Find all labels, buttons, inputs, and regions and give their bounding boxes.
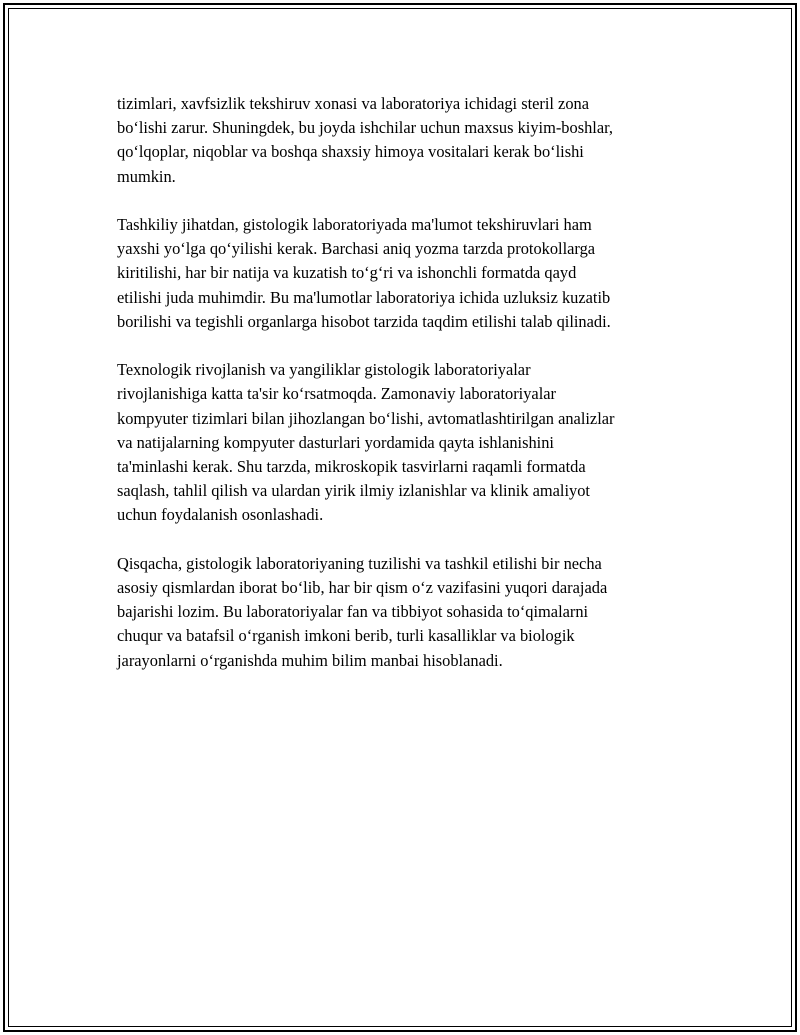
text-line: qo‘lqoplar, niqoblar va boshqa shaxsiy himoya vositalari kerak bo‘lishi (117, 142, 584, 162)
text-line: saqlash, tahlil qilish va ulardan yirik ilmiy izlanishlar va klinik amaliyot (117, 481, 590, 501)
text-line: ta'minlashi kerak. Shu tarzda, mikroskopik tasvirlarni raqamli formatda (117, 457, 586, 477)
document-body (117, 92, 689, 697)
text-line: uchun foydalanish osonlashadi. (117, 505, 324, 525)
text-line: rivojlanishiga katta ta'sir ko‘rsatmoqda. Zamonaviy laboratoriyalar (117, 384, 556, 404)
text-line: va natijalarning kompyuter dasturlari yordamida qayta ishlanishini (117, 432, 554, 452)
text-line: Tashkiliy jihatdan, gistologik laboratoriyada ma'lumot tekshiruvlari ham (117, 215, 592, 234)
text-line: bajarishi lozim. Bu laboratoriyalar fan va tibbiyot sohasida to‘qimalarni (117, 602, 589, 622)
text-line: tizimlari, xavfsizlik tekshiruv xonasi va laboratoriya ichidagi steril zona (117, 94, 589, 113)
text-line: kiritilishi, har bir natija va kuzatish to‘g‘ri va ishonchli formatda qayd (117, 263, 577, 283)
text-line: borilishi va tegishli organlarga hisobot tarzida taqdim etilishi talab qilinadi. (117, 311, 611, 331)
paragraph-1 (117, 92, 689, 189)
paragraph-3 (117, 358, 689, 527)
text-line: etilishi juda muhimdir. Bu ma'lumotlar laboratoriya ichida uzluksiz kuzatib (117, 287, 611, 307)
paragraph-4 (117, 552, 689, 673)
text-line: Qisqacha, gistologik laboratoriyaning tuzilishi va tashkil etilishi bir necha (117, 553, 602, 573)
text-line: jarayonlarni o‘rganishda muhim bilim manbai hisoblanadi. (117, 650, 503, 670)
text-line: bo‘lishi zarur. Shuningdek, bu joyda ishchilar uchun maxsus kiyim-boshlar, (117, 118, 613, 138)
text-line: chuqur va batafsil o‘rganish imkoni berib, turli kasalliklar va biologik (117, 626, 575, 646)
paragraph-2 (117, 213, 689, 334)
text-line: mumkin. (117, 166, 176, 186)
text-line: Texnologik rivojlanish va yangiliklar gistologik laboratoriyalar (117, 360, 531, 380)
text-line: yaxshi yo‘lga qo‘yilishi kerak. Barchasi aniq yozma tarzda protokollarga (117, 239, 596, 259)
text-line: asosiy qismlardan iborat bo‘lib, har bir qism o‘z vazifasini yuqori darajada (117, 578, 608, 598)
text-line: kompyuter tizimlari bilan jihozlangan bo‘lishi, avtomatlashtirilgan analizlar (117, 408, 615, 428)
